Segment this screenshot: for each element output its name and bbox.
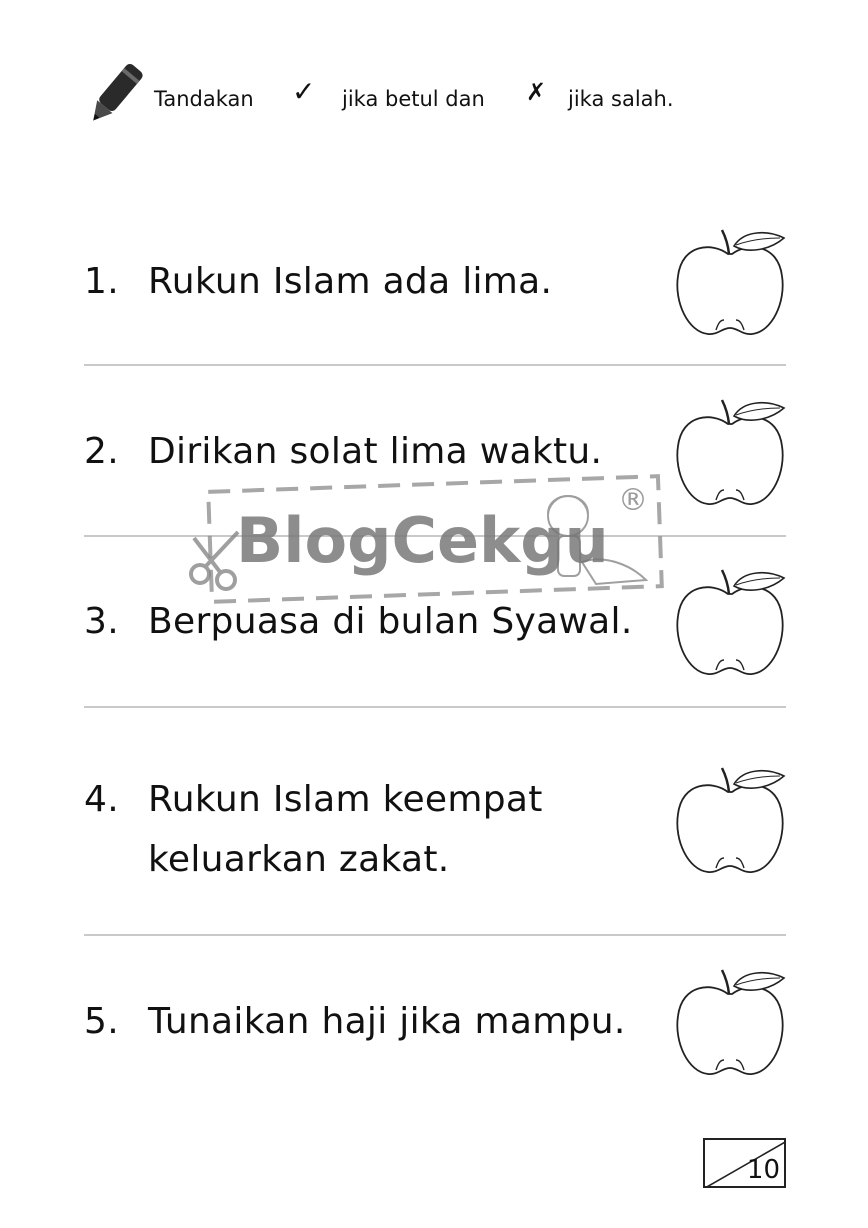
apple-icon[interactable] [672,964,788,1082]
question-text: Dirikan solat lima waktu. [148,431,603,472]
apple-icon[interactable] [672,224,788,342]
apple-icon[interactable] [672,564,788,682]
character-icon [548,496,646,584]
page-number-box [703,1138,786,1188]
instruction-text-1: Tandakan [154,87,254,111]
instruction-line [86,62,726,124]
question-number: 3. [84,601,119,642]
page-number: 10 [746,1155,780,1185]
question-text: Rukun Islam keempat [148,779,543,820]
question-text: Berpuasa di bulan Syawal. [148,601,633,642]
scissors-icon [191,532,238,589]
pencil-icon [86,62,144,124]
question-number: 4. [84,779,119,820]
question-number: 2. [84,431,119,472]
apple-icon[interactable] [672,762,788,880]
question-text: Tunaikan haji jika mampu. [148,1001,626,1042]
watermark-text: BlogCekgu [236,504,609,577]
question-text-line2: keluarkan zakat. [148,839,450,880]
watermark [186,462,666,612]
divider [84,934,786,936]
apple-icon[interactable] [672,394,788,512]
question-number: 1. [84,261,119,302]
registered-mark-icon: ® [618,483,648,518]
check-mark-icon: ✓ [292,75,316,108]
question-text: Rukun Islam ada lima. [148,261,553,302]
instruction-text-2: jika betul dan [342,87,485,111]
cross-mark-icon: ✗ [526,78,547,106]
divider [84,364,786,366]
question-number: 5. [84,1001,119,1042]
instruction-text-3: jika salah. [568,87,674,111]
divider [84,535,786,537]
divider [84,706,786,708]
